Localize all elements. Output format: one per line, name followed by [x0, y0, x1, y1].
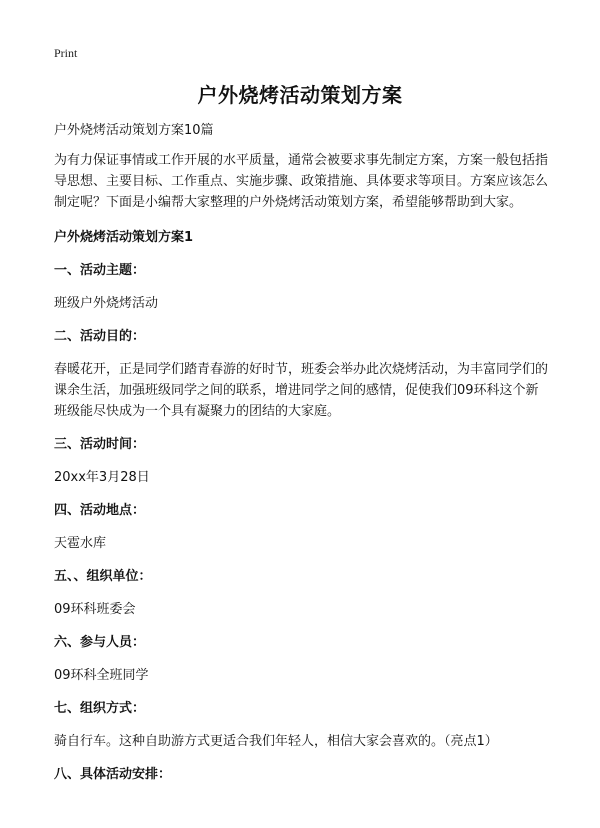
item-heading-participants: 六、参与人员： — [54, 635, 146, 650]
document-subtitle: 户外烧烤活动策划方案10篇 — [54, 123, 214, 138]
print-label: Print — [54, 46, 78, 60]
item-heading-time: 三、活动时间： — [54, 437, 146, 452]
item-text-purpose: 春暖花开，正是同学们踏青春游的好时节，班委会举办此次烧烤活动，为丰富同学们的课余生活，加强班级同学之间的联系，增进同学之间的感情，促使我们09环科这个新班级能尽快成为一个具有凝聚力的团结的大家庭。 — [54, 362, 549, 419]
item-heading-purpose: 二、活动目的： — [54, 329, 146, 344]
item-heading-schedule: 八、具体活动安排： — [54, 767, 172, 782]
item-text-organizer: 09环科班委会 — [54, 602, 136, 617]
section-title: 户外烧烤活动策划方案1 — [54, 230, 194, 245]
document-body — [54, 120, 550, 797]
intro-paragraph: 为有力保证事情或工作开展的水平质量，通常会被要求事先制定方案，方案一般包括指导思想、主要目标、工作重点、实施步骤、政策措施、具体要求等项目。方案应该怎么制定呢？下面是小编帮大家整理的户外烧烤活动策划方案，希望能够帮助到大家。 — [54, 153, 549, 210]
item-heading-theme: 一、活动主题： — [54, 263, 146, 278]
item-text-participants: 09环科全班同学 — [54, 668, 149, 683]
item-heading-method: 七、组织方式： — [54, 701, 146, 716]
item-text-method: 骑自行车。这种自助游方式更适合我们年轻人，相信大家会喜欢的。（亮点1） — [54, 734, 498, 749]
item-text-theme: 班级户外烧烤活动 — [54, 296, 159, 311]
document-title: 户外烧烤活动策划方案 — [197, 83, 403, 107]
item-heading-location: 四、活动地点： — [54, 503, 146, 518]
item-text-location: 天雹水库 — [54, 536, 107, 551]
item-text-time: 20xx年3月28日 — [54, 470, 150, 485]
item-heading-organizer: 五、、组织单位： — [54, 569, 152, 584]
